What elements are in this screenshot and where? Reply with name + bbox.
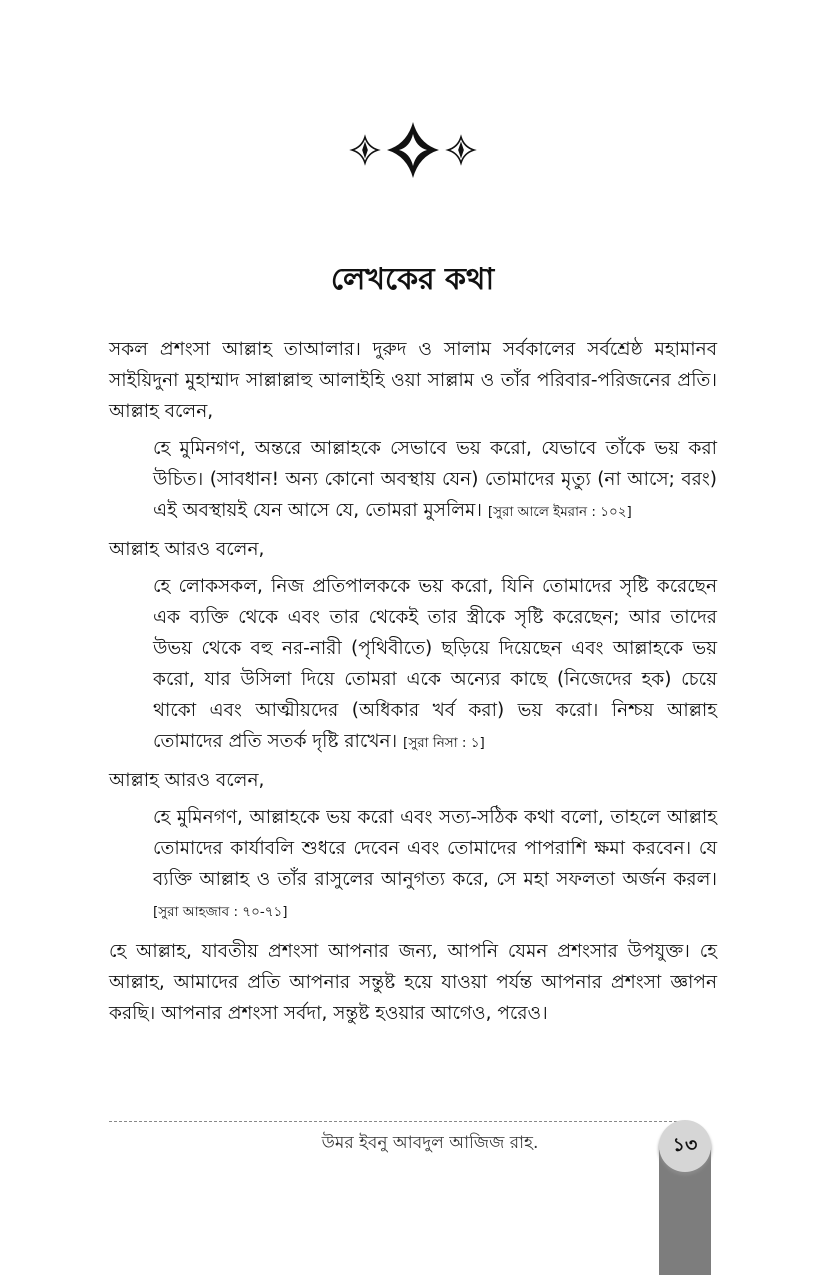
page-number-badge: ১৩ <box>659 1120 711 1172</box>
quote-block-2 <box>153 571 717 759</box>
page-title: লেখকের কথা <box>330 262 495 297</box>
quote-block-3 <box>153 802 717 928</box>
body-content <box>109 334 717 1029</box>
quote-block-1 <box>153 433 717 528</box>
footer-divider <box>109 1121 687 1122</box>
quote-text: হে লোকসকল, নিজ প্রতিপালককে ভয় করো, যিনি তোমাদের সৃষ্টি করেছেন এক ব্যক্তি থেকে এবং তার থেকেই তার স্ত্রীকে সৃষ্টি করেছেন; আর তাদের উভয় থেকে বহু নর-নারী (পৃথিবীতে) ছড়িয়ে দিয়েছেন এবং আল্লাহকে ভয় করো, যার উসিলা দিয়ে তোমরা একে অন্যের কাছে (নিজেদের হক) চেয়ে থাকো এবং আত্মীয়দের (অধিকার খর্ব করা) ভয় করো। নিশ্চয় আল্লাহ তোমাদের প্রতি সতর্ক দৃষ্টি রাখেন। <box>153 576 717 752</box>
quote-reference: [সুরা আলে ইমরান : ১০২] <box>487 504 632 520</box>
closing-paragraph: হে আল্লাহ, যাবতীয় প্রশংসা আপনার জন্য, আপনি যেমন প্রশংসার উপযুক্ত। হে আল্লাহ, আমাদের প্রতি আপনার সন্তুষ্ট হয়ে যাওয়া পর্যন্ত আপনার প্রশংসা জ্ঞাপন করছি। আপনার প্রশংসা সর্বদা, সন্তুষ্ট হওয়ার আগেও, পরেও। <box>109 941 717 1024</box>
intro-line-2: আল্লাহ আরও বলেন, <box>109 539 265 560</box>
quote-text: হে মুমিনগণ, আল্লাহকে ভয় করো এবং সত্য-সঠিক কথা বলো, তাহলে আল্লাহ তোমাদের কার্যাবলি শুধরে দেবেন এবং তোমাদের পাপরাশি ক্ষমা করবেন। যে ব্যক্তি আল্লাহ ও তাঁর রাসুলের আনুগত্য করে, সে মহা সফলতা অর্জন করল। <box>153 807 717 890</box>
diamond-star-icon <box>349 118 477 182</box>
quote-reference: [সুরা নিসা : ১] <box>403 735 485 751</box>
footer-book-title: উমর ইবনু আবদুল আজিজ রাহ. <box>321 1133 539 1153</box>
intro-line-3: আল্লাহ আরও বলেন, <box>109 770 265 791</box>
decorative-ornament <box>0 118 825 182</box>
opening-paragraph: সকল প্রশংসা আল্লাহ তাআলার। দুরুদ ও সালাম সর্বকালের সর্বশ্রেষ্ঠ মহামানব সাইয়িদুনা মুহাম্মাদ সাল্লাল্লাহু আলাইহি ওয়া সাল্লাম ও তাঁর পরিবার-পরিজনের প্রতি। আল্লাহ বলেন, <box>109 339 717 422</box>
quote-reference: [সুরা আহজাব : ৭০-৭১] <box>153 904 288 920</box>
quote-text: হে মুমিনগণ, অন্তরে আল্লাহকে সেভাবে ভয় করো, যেভাবে তাঁকে ভয় করা উচিত। (সাবধান! অন্য কোনো অবস্থায় যেন) তোমাদের মৃত্যু (না আসে; বরং) এই অবস্থায়ই যেন আসে যে, তোমরা মুসলিম। <box>153 438 717 521</box>
